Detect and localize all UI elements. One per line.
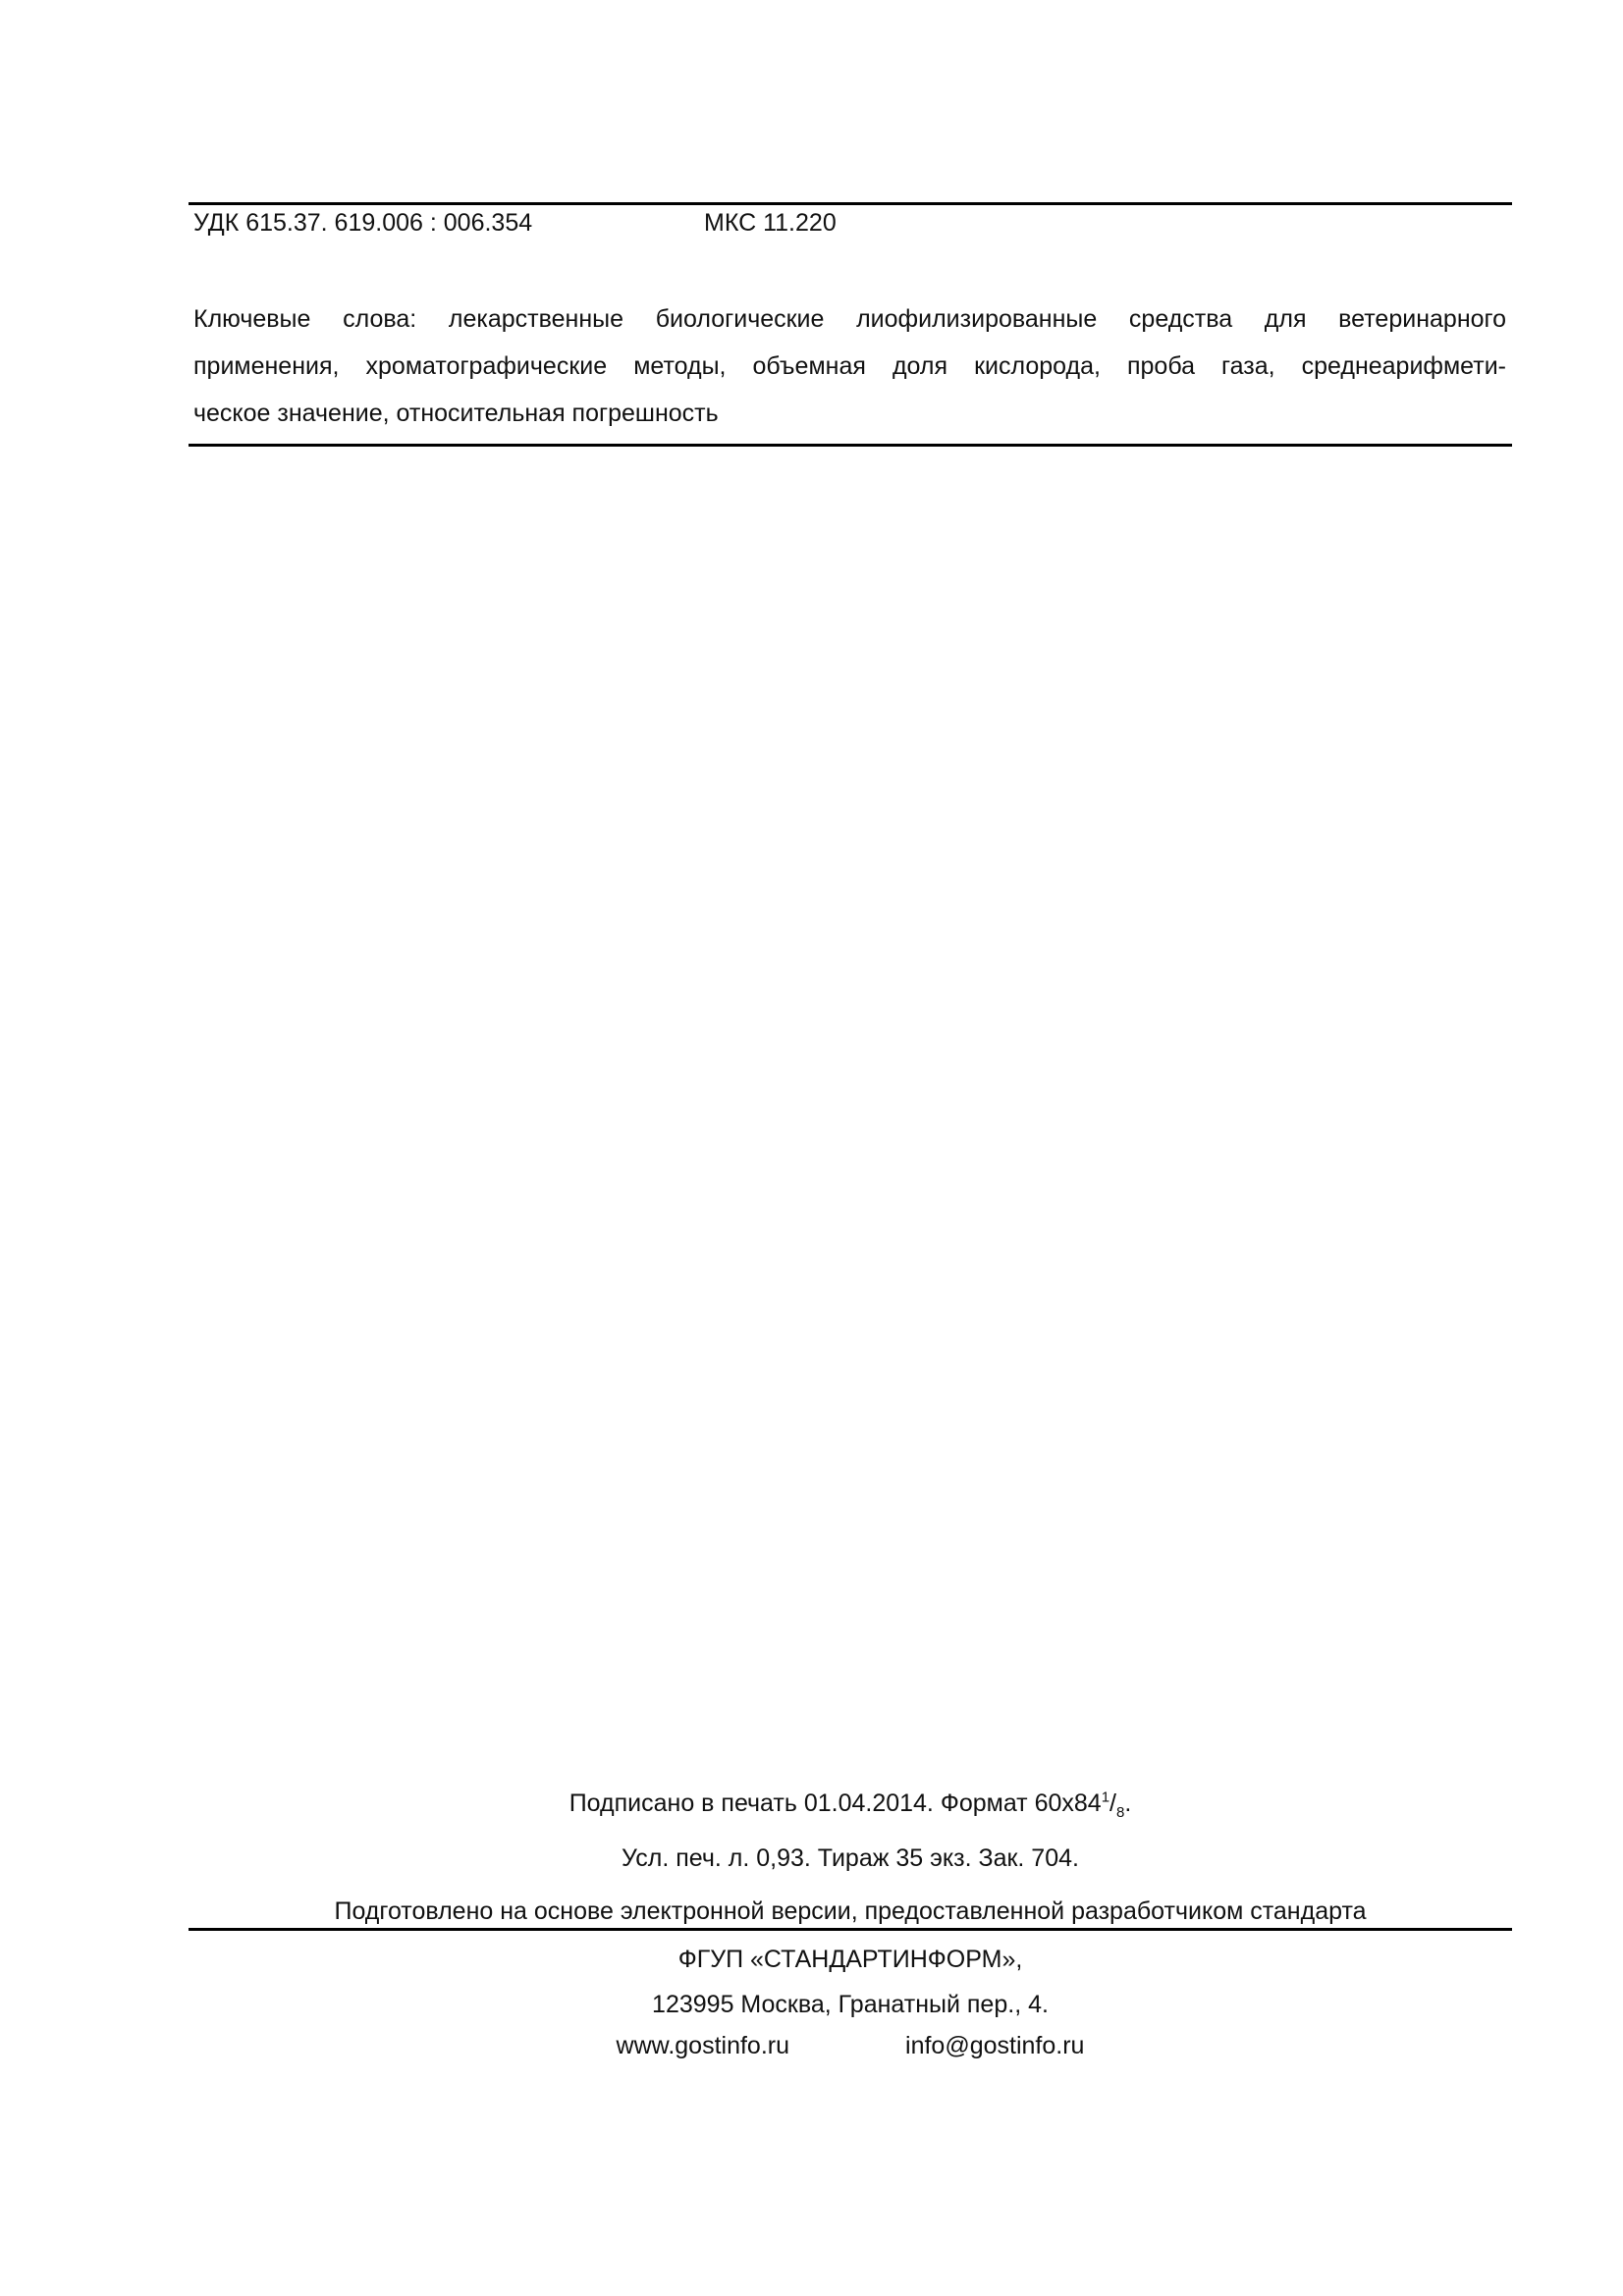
publisher-rule: [189, 1928, 1512, 1931]
format-superscript: 1: [1101, 1789, 1110, 1806]
publisher-contacts: [189, 2031, 1512, 2060]
mks-code: МКС 11.220: [704, 209, 837, 237]
udk-code: УДК 615.37. 619.006 : 006.354: [193, 209, 533, 237]
prepared-note: Подготовлено на основе электронной версии, предоставленной разработчиком стандарта: [334, 1897, 1367, 1925]
keywords-block: [193, 295, 1506, 437]
publisher-name: ФГУП «СТАНДАРТИНФОРМ»,: [677, 1946, 1023, 1973]
keywords-line: применения, хроматографические методы, объемная доля кислорода, проба газа, среднеарифмети-: [193, 352, 1506, 380]
print-info: Усл. печ. л. 0,93. Тираж 35 экз. Зак. 704.: [622, 1844, 1079, 1872]
email-link[interactable]: info@gostinfo.ru: [905, 2032, 1085, 2059]
format-subscript: 8: [1116, 1804, 1125, 1821]
keywords-bottom-rule: [189, 444, 1512, 447]
top-rule: [189, 202, 1512, 205]
keywords-line: ческое значение, относительная погрешность: [193, 400, 719, 427]
keywords-line: Ключевые слова: лекарственные биологические лиофилизированные средства для ветеринарного: [193, 305, 1506, 333]
signed-for-print: Подписано в печать 01.04.2014. Формат $60x84^1/_8$.: [568, 1789, 1132, 1821]
website-link[interactable]: www.gostinfo.ru: [616, 2032, 790, 2059]
publisher-address: 123995 Москва, Гранатный пер., 4.: [652, 1991, 1049, 2018]
